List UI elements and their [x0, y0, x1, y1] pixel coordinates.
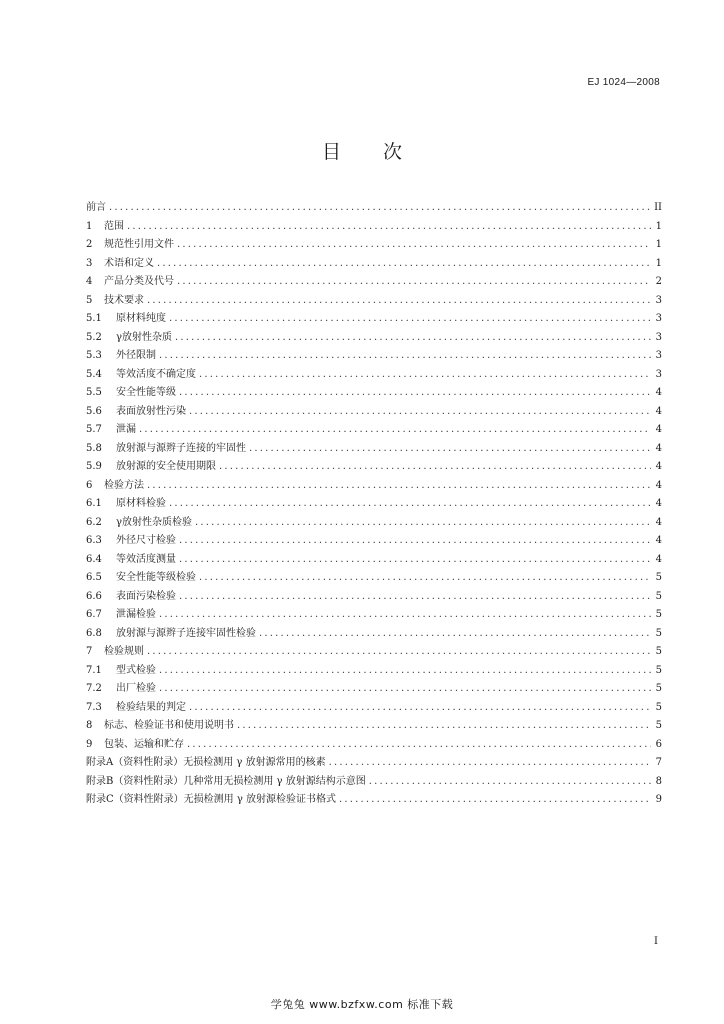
toc-entry-number: 3 [86, 257, 93, 269]
toc-leader-dots [147, 292, 651, 311]
toc-leader-dots [147, 477, 651, 496]
toc-entry-number: 6 [86, 479, 93, 491]
toc-entry-page: 5 [655, 572, 662, 583]
toc-entry-label: 放射源与源辫子连接的牢固性 [116, 442, 246, 454]
toc-entry-label: 等效活度不确定度 [116, 368, 196, 380]
toc-entry[interactable] [86, 791, 662, 810]
toc-entry-label: 外径限制 [116, 350, 156, 361]
toc-entry-page: 5 [655, 646, 662, 657]
toc-entry-label: 外径尺寸检验 [116, 535, 176, 546]
toc-entry-number: 6.4 [86, 553, 102, 565]
toc-entry[interactable] [86, 736, 662, 755]
toc-entry[interactable] [86, 477, 662, 496]
toc-leader-dots [189, 403, 651, 422]
toc-entry-label: 出厂检验 [116, 683, 156, 694]
toc-entry-label: 放射源的安全使用期限 [116, 461, 216, 472]
toc-entry-page: 3 [655, 368, 662, 380]
toc-entry-number: 5.2 [86, 331, 102, 343]
toc-entry[interactable] [86, 773, 662, 792]
toc-entry-label: 规范性引用文件 [104, 239, 174, 250]
toc-entry-page: 4 [655, 498, 662, 509]
toc-entry-number: 7.1 [86, 664, 102, 676]
toc-entry[interactable] [86, 199, 662, 218]
toc-entry-label: （资料性附录）无损检测用 γ 放射源常用的核素 [113, 757, 326, 768]
toc-leader-dots [157, 255, 651, 274]
toc-entry-page: 1 [655, 257, 662, 269]
toc-entry-page: 9 [655, 794, 662, 805]
toc-leader-dots [339, 791, 651, 810]
toc-entry-page: II [654, 202, 662, 213]
toc-entry-page: 3 [655, 350, 662, 361]
toc-entry-page: 4 [655, 516, 662, 528]
toc-entry-label: γ放射性杂质检验 [116, 516, 192, 528]
toc-entry-number: 5.5 [86, 387, 102, 398]
table-of-contents [86, 199, 662, 810]
toc-entry-number: 5.6 [86, 405, 102, 417]
toc-entry-page: 5 [655, 627, 662, 639]
toc-leader-dots [179, 532, 651, 551]
toc-leader-dots [159, 680, 651, 699]
toc-leader-dots [109, 199, 651, 218]
toc-entry[interactable] [86, 366, 662, 385]
toc-entry-page: 4 [655, 553, 662, 565]
toc-entry-page: 5 [655, 720, 662, 731]
toc-leader-dots [159, 347, 651, 366]
toc-leader-dots [199, 569, 651, 588]
toc-entry-number: 6.2 [86, 516, 102, 528]
toc-entry-number: 6.1 [86, 498, 102, 509]
toc-leader-dots [169, 495, 651, 514]
toc-entry[interactable] [86, 292, 662, 311]
toc-leader-dots [237, 717, 651, 736]
toc-entry-number: 7.2 [86, 683, 102, 694]
toc-leader-dots [195, 514, 651, 533]
toc-entry[interactable] [86, 495, 662, 514]
toc-entry-label: 原材料检验 [116, 498, 166, 509]
toc-entry-page: 3 [655, 294, 662, 306]
footer-watermark: 学兔兔 www.bzfxw.com 标准下载 [270, 998, 454, 1011]
standard-code: EJ 1024—2008 [587, 77, 660, 88]
toc-entry[interactable] [86, 588, 662, 607]
toc-entry-page: 4 [655, 479, 662, 491]
toc-leader-dots [177, 236, 651, 255]
toc-entry-page: 8 [655, 775, 662, 787]
toc-leader-dots [189, 699, 651, 718]
toc-entry[interactable] [86, 606, 662, 625]
toc-leader-dots [179, 551, 651, 570]
toc-leader-dots [127, 218, 651, 237]
toc-entry[interactable] [86, 255, 662, 274]
toc-entry[interactable] [86, 717, 662, 736]
toc-entry-label: （资料性附录）几种常用无损检测用 γ 放射源结构示意图 [113, 775, 366, 787]
toc-entry-label: 表面放射性污染 [116, 405, 186, 417]
toc-entry-number: 5.3 [86, 350, 102, 361]
toc-leader-dots [177, 273, 651, 292]
toc-entry-page: 3 [655, 331, 662, 343]
toc-entry-label: 等效活度测量 [116, 553, 176, 565]
page-title: 目 次 [321, 141, 421, 163]
toc-entry-page: 7 [655, 757, 662, 768]
toc-entry-number: 8 [86, 720, 93, 731]
toc-entry-page: 5 [655, 664, 662, 676]
toc-entry-page: 5 [655, 609, 662, 620]
toc-entry[interactable] [86, 347, 662, 366]
toc-entry[interactable] [86, 514, 662, 533]
toc-entry-page: 4 [655, 405, 662, 417]
toc-entry-page: 3 [655, 313, 662, 324]
toc-entry[interactable] [86, 699, 662, 718]
toc-entry-label: 型式检验 [116, 664, 156, 676]
toc-entry-number: 4 [86, 276, 93, 287]
toc-entry[interactable] [86, 273, 662, 292]
toc-entry-page: 1 [655, 220, 662, 232]
toc-entry-number: 2 [86, 239, 93, 250]
toc-entry-number: 5.4 [86, 368, 102, 380]
toc-entry-label: 包装、运输和贮存 [104, 738, 184, 750]
toc-entry-number: 9 [86, 738, 93, 750]
toc-leader-dots [329, 754, 651, 773]
toc-leader-dots [169, 310, 651, 329]
toc-entry-label: （资料性附录）无损检测用 γ 放射源检验证书格式 [113, 794, 336, 805]
toc-entry-number: 5.1 [86, 313, 102, 324]
toc-leader-dots [159, 662, 651, 681]
toc-entry[interactable] [86, 532, 662, 551]
toc-entry-label: 表面污染检验 [116, 590, 176, 602]
toc-entry[interactable] [86, 625, 662, 644]
toc-entry-number: 附录B [86, 775, 114, 787]
toc-entry[interactable] [86, 754, 662, 773]
toc-entry-page: 4 [655, 387, 662, 398]
toc-entry-label: 前言 [86, 202, 106, 213]
toc-leader-dots [369, 773, 651, 792]
toc-entry-number: 1 [86, 220, 93, 232]
toc-entry-number: 7 [86, 646, 93, 657]
toc-leader-dots [147, 643, 651, 662]
toc-leader-dots [179, 588, 651, 607]
toc-entry-label: 安全性能等级 [116, 387, 176, 398]
toc-entry-number: 6.5 [86, 572, 102, 583]
toc-entry[interactable] [86, 403, 662, 422]
toc-entry[interactable] [86, 310, 662, 329]
toc-entry-page: 4 [655, 424, 662, 435]
toc-entry-page: 5 [655, 683, 662, 694]
toc-leader-dots [175, 329, 651, 348]
toc-leader-dots [219, 458, 651, 477]
toc-entry[interactable] [86, 384, 662, 403]
toc-entry-number: 6.6 [86, 590, 102, 602]
toc-entry-page: 6 [655, 738, 662, 750]
toc-entry-label: 检验规则 [104, 646, 144, 657]
toc-entry[interactable] [86, 680, 662, 699]
toc-entry-label: 范围 [104, 220, 124, 232]
toc-entry-label: 检验结果的判定 [116, 701, 186, 713]
toc-entry[interactable] [86, 218, 662, 237]
toc-entry-number: 6.8 [86, 627, 102, 639]
toc-entry-label: 检验方法 [104, 479, 144, 491]
toc-entry-label: 放射源与源辫子连接牢固性检验 [116, 627, 256, 639]
toc-entry-page: 4 [655, 442, 662, 454]
toc-entry-number: 附录C [86, 794, 114, 805]
toc-entry[interactable] [86, 440, 662, 459]
toc-leader-dots [159, 606, 651, 625]
toc-leader-dots [139, 421, 651, 440]
toc-entry-page: 5 [655, 590, 662, 602]
toc-entry-label: 术语和定义 [104, 257, 154, 269]
toc-leader-dots [199, 366, 651, 385]
toc-entry-number: 5.8 [86, 442, 102, 454]
toc-entry-number: 6.7 [86, 609, 102, 620]
toc-entry[interactable] [86, 569, 662, 588]
toc-entry-label: 泄漏 [116, 424, 136, 435]
toc-entry-number: 5.7 [86, 424, 102, 435]
toc-entry[interactable] [86, 662, 662, 681]
toc-entry-page: 4 [655, 461, 662, 472]
toc-entry-page: 1 [655, 239, 662, 250]
toc-entry-label: 产品分类及代号 [104, 276, 174, 287]
toc-entry-number: 附录A [86, 757, 114, 768]
toc-entry-label: γ放射性杂质 [116, 331, 172, 343]
toc-entry[interactable] [86, 329, 662, 348]
toc-entry-number: 7.3 [86, 701, 102, 713]
toc-entry-label: 原材料纯度 [116, 313, 166, 324]
toc-entry-page: 4 [655, 535, 662, 546]
page-number: I [654, 936, 658, 947]
toc-entry-number: 6.3 [86, 535, 102, 546]
toc-entry[interactable] [86, 421, 662, 440]
toc-entry-number: 5.9 [86, 461, 102, 472]
toc-entry[interactable] [86, 236, 662, 255]
toc-entry-page: 5 [655, 701, 662, 713]
toc-entry-number: 5 [86, 294, 93, 306]
toc-leader-dots [259, 625, 651, 644]
toc-entry-label: 安全性能等级检验 [116, 572, 196, 583]
toc-leader-dots [249, 440, 651, 459]
toc-entry[interactable] [86, 551, 662, 570]
toc-entry-page: 2 [655, 276, 662, 287]
toc-entry-label: 标志、检验证书和使用说明书 [104, 720, 234, 731]
toc-entry[interactable] [86, 458, 662, 477]
toc-entry-label: 泄漏检验 [116, 609, 156, 620]
toc-entry[interactable] [86, 643, 662, 662]
toc-leader-dots [187, 736, 651, 755]
toc-leader-dots [179, 384, 651, 403]
toc-entry-label: 技术要求 [104, 294, 144, 306]
